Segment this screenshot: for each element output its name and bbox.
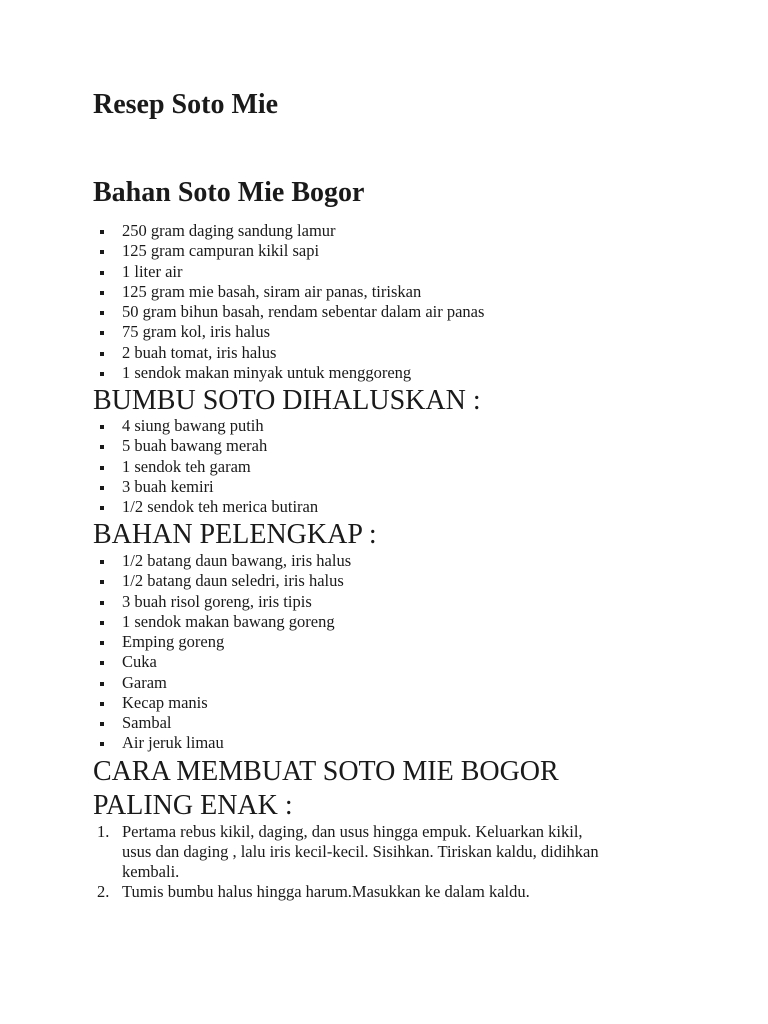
- list-item: 1 sendok teh garam: [93, 457, 733, 477]
- list-item: 4 siung bawang putih: [93, 416, 733, 436]
- section-heading-pelengkap: BAHAN PELENGKAP :: [93, 519, 377, 550]
- list-item: Garam: [93, 673, 733, 693]
- steps-list: [93, 822, 693, 902]
- list-item: 250 gram daging sandung lamur: [93, 221, 733, 241]
- list-item: 3 buah risol goreng, iris tipis: [93, 592, 733, 612]
- list-item: 75 gram kol, iris halus: [93, 322, 733, 342]
- ingredients-list: [93, 221, 733, 383]
- list-item: Air jeruk limau: [93, 733, 733, 753]
- list-item: 1 liter air: [93, 262, 733, 282]
- section-heading-cara-line1: CARA MEMBUAT SOTO MIE BOGOR: [93, 756, 559, 787]
- list-item: 50 gram bihun basah, rendam sebentar dalam air panas: [93, 302, 733, 322]
- step-text-line: kembali.: [122, 862, 180, 881]
- step-text-line: usus dan daging , lalu iris kecil-kecil. Sisihkan. Tiriskan kaldu, didihkan: [122, 842, 599, 861]
- list-item: 2 buah tomat, iris halus: [93, 343, 733, 363]
- list-item: Sambal: [93, 713, 733, 733]
- step-text-line: Tumis bumbu halus hingga harum.Masukkan ke dalam kaldu.: [122, 882, 530, 901]
- spice-list: [93, 416, 733, 517]
- list-item: Emping goreng: [93, 632, 733, 652]
- list-item: 1 sendok makan bawang goreng: [93, 612, 733, 632]
- list-item: 1/2 batang daun seledri, iris halus: [93, 571, 733, 591]
- list-item: 1 sendok makan minyak untuk menggoreng: [93, 363, 733, 383]
- list-item: Cuka: [93, 652, 733, 672]
- step-number: 1.: [97, 822, 110, 841]
- step-text-line: Pertama rebus kikil, daging, dan usus hingga empuk. Keluarkan kikil,: [122, 822, 583, 841]
- section-heading-bumbu: BUMBU SOTO DIHALUSKAN :: [93, 385, 481, 416]
- page-title: Resep Soto Mie: [93, 89, 279, 120]
- step-number: 2.: [97, 882, 110, 901]
- list-item: 1/2 batang daun bawang, iris halus: [93, 551, 733, 571]
- list-item: Kecap manis: [93, 693, 733, 713]
- list-item: 1/2 sendok teh merica butiran: [93, 497, 733, 517]
- list-item: 3 buah kemiri: [93, 477, 733, 497]
- step-item: [93, 822, 693, 882]
- list-item: 5 buah bawang merah: [93, 436, 733, 456]
- section-heading-bahan: Bahan Soto Mie Bogor: [93, 177, 365, 208]
- list-item: 125 gram campuran kikil sapi: [93, 241, 733, 261]
- complement-list: [93, 551, 733, 754]
- list-item: 125 gram mie basah, siram air panas, tiriskan: [93, 282, 733, 302]
- section-heading-cara-line2: PALING ENAK :: [93, 790, 293, 821]
- step-item: [93, 882, 693, 902]
